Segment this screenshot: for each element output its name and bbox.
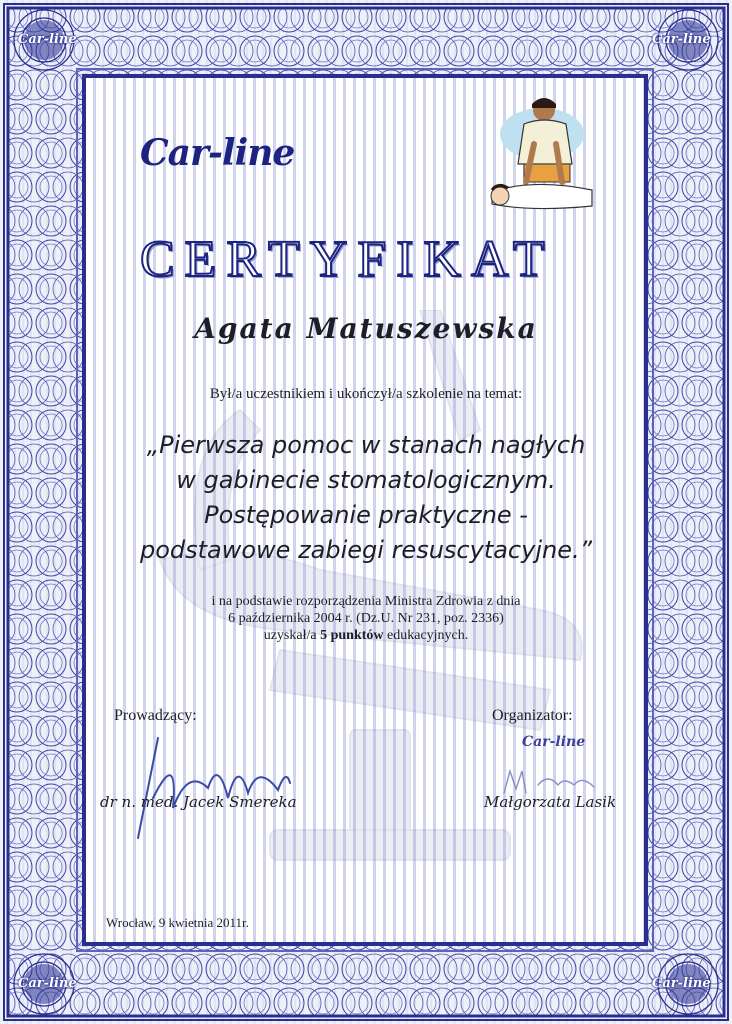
intro-text: Był/a uczestnikiem i ukończył/a szkolenie na temat: [209, 386, 523, 402]
recipient-name: Agata Matuszewska [194, 312, 538, 345]
certificate-title: CERTYFIKAT [140, 231, 555, 288]
corner-logo-bottom-left: Car-line [18, 976, 77, 991]
legal-basis [0, 593, 732, 644]
topic-line: Postępowanie praktyczne - [204, 501, 528, 529]
instructor-name: dr n. med. Jacek Smereka [100, 793, 297, 811]
topic-line: „Pierwsza pomoc w stanach nagłych [146, 431, 586, 459]
legal-line: i na podstawie rozporządzenia Ministra Zdrowia z dnia [211, 594, 521, 609]
training-topic [0, 428, 732, 568]
place-and-date: Wrocław, 9 kwietnia 2011r. [106, 915, 249, 930]
organizer-label: Organizator: [492, 707, 573, 724]
corner-logo-bottom-right: Car-line [652, 976, 711, 991]
legal-text: uzyskał/a [263, 628, 321, 643]
points-value: 5 punktów [320, 628, 384, 643]
legal-line [0, 627, 732, 644]
instructor-label: Prowadzący: [114, 707, 197, 724]
topic-line: w gabinecie stomatologicznym. [176, 466, 556, 494]
corner-logo-top-right: Car-line [652, 32, 711, 47]
organizer-name: Małgorzata Lasik [484, 793, 617, 811]
corner-logo-top-left: Car-line [18, 32, 77, 47]
instructor-signature [118, 728, 298, 848]
organizer-logo: Car-line [522, 734, 586, 750]
brand-logo: Car-line [140, 132, 295, 174]
legal-line: 6 października 2004 r. (Dz.U. Nr 231, poz. 2336) [228, 611, 504, 626]
cpr-illustration [482, 94, 602, 224]
topic-line: podstawowe zabiegi resuscytacyjne.” [139, 536, 593, 564]
legal-text: edukacyjnych. [383, 628, 469, 643]
